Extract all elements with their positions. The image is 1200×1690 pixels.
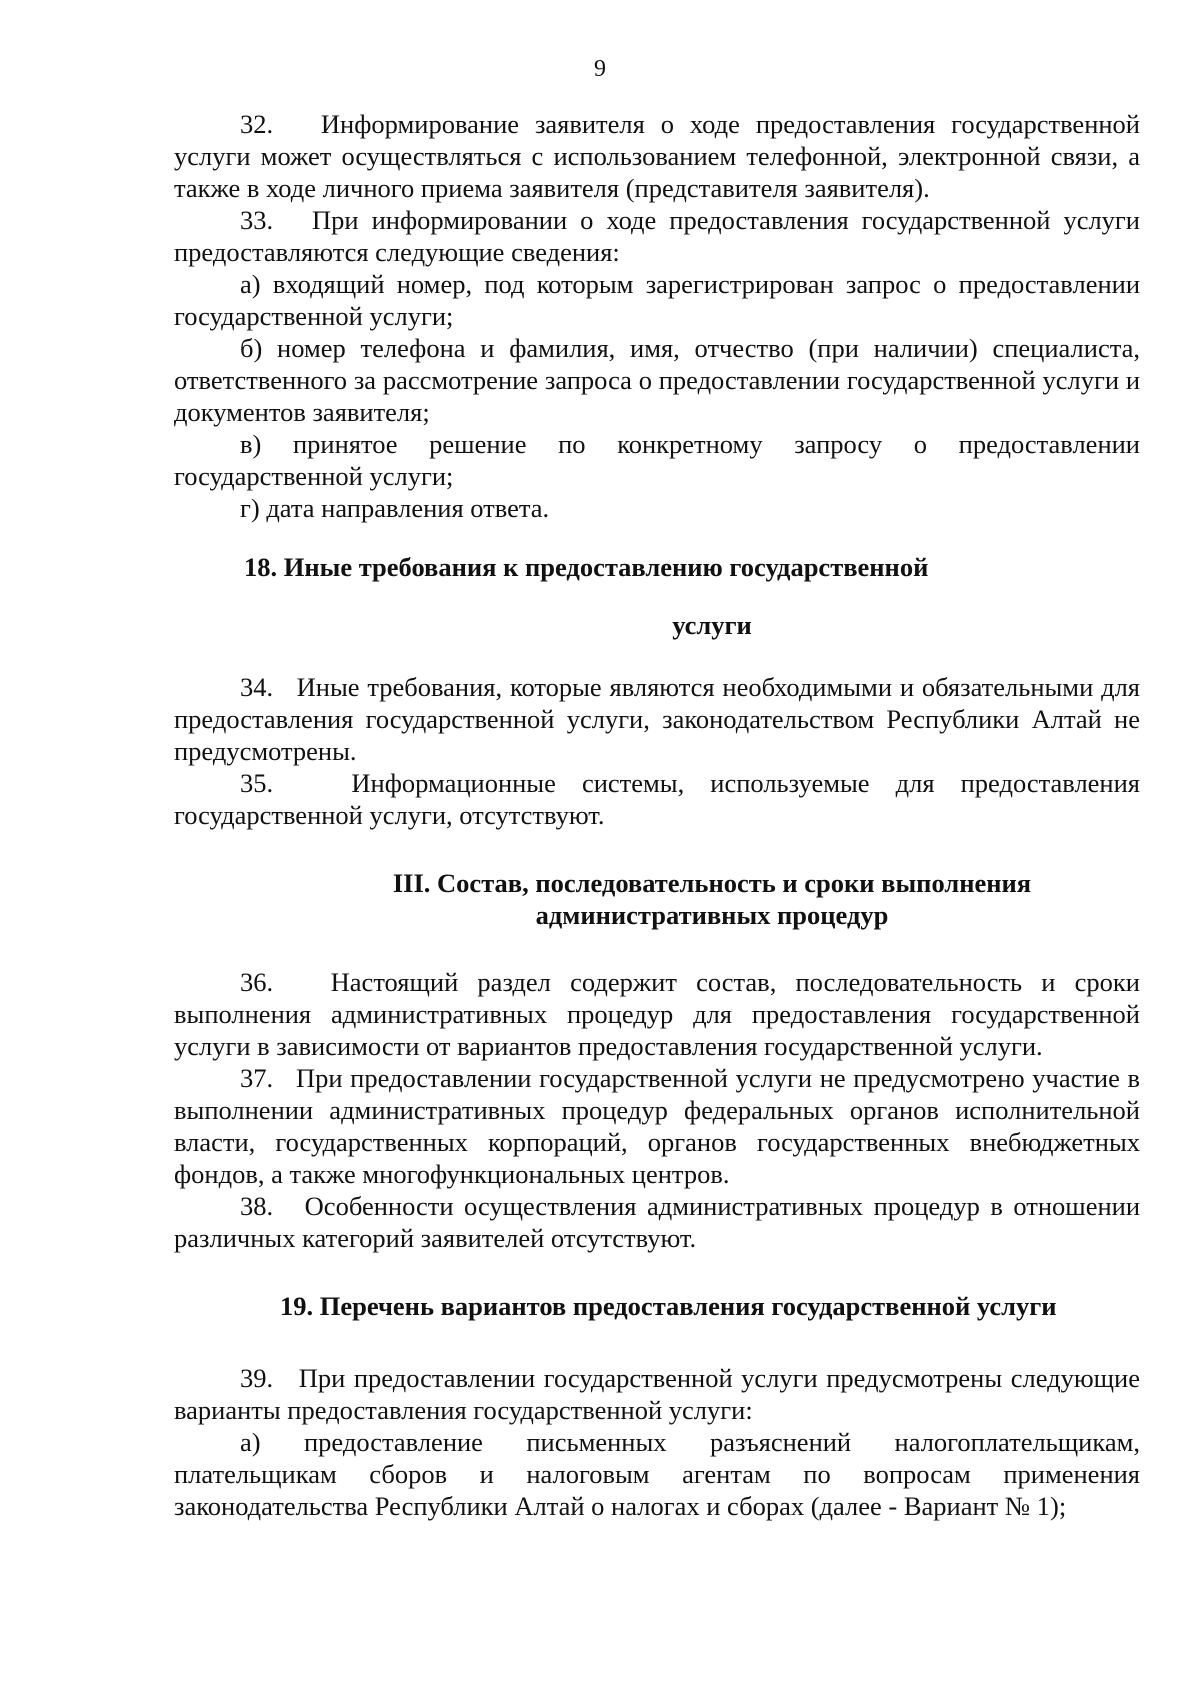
paragraph-33-item-d: г) дата направления ответа. xyxy=(240,493,550,523)
paragraph-33-item-b: б) номер телефона и фамилия, имя, отчество (при наличии) специалиста, ответственного за рассмотрение запроса о предоставлении государственной услуги и документов заявителя; xyxy=(174,333,1140,427)
paragraph-39: 39. При предоставлении государственной услуги предусмотрены следующие варианты предоставления государственной услуги: xyxy=(174,1363,1140,1425)
paragraph-34: 34. Иные требования, которые являются необходимыми и обязательными для предоставления государственной услуги, законодательством Республики Алтай не предусмотрены. xyxy=(174,672,1140,766)
section-18-heading: 18. Иные требования к предоставлению государственной xyxy=(244,552,929,582)
paragraph-39-item-a: а) предоставление письменных разъяснений налогоплательщикам, плательщикам сборов и налоговым агентам по вопросам применения законодательства Республики Алтай о налогах и сборах (далее - Вариант № 1); xyxy=(174,1427,1140,1521)
page-number: 9 xyxy=(594,56,606,82)
paragraph-35: 35. Информационные системы, используемые для предоставления государственной услуги, отсутствуют. xyxy=(174,768,1140,830)
section-19-heading: 19. Перечень вариантов предоставления государственной услуги xyxy=(280,1291,1057,1321)
paragraph-37: 37. При предоставлении государственной услуги не предусмотрено участие в выполнении административных процедур федеральных органов исполнительной власти, государственных корпораций, органов государственных внебюджетных фондов, а также многофункциональных центров. xyxy=(174,1063,1140,1189)
paragraph-33-item-c: в) принятое решение по конкретному запросу о предоставлении государственной услуги; xyxy=(174,429,1140,491)
document-body xyxy=(174,108,1140,1522)
paragraph-33: 33. При информировании о ходе предоставления государственной услуги предоставляются следующие сведения: xyxy=(174,205,1140,267)
paragraph-36: 36. Настоящий раздел содержит состав, последовательность и сроки выполнения административных процедур для предоставления государственной услуги в зависимости от вариантов предоставления государственной услуги. xyxy=(174,967,1140,1061)
section-18-heading-continuation: услуги xyxy=(672,610,752,640)
chapter-3-heading: III. Состав, последовательность и сроки выполнения административных процедур xyxy=(392,868,1032,930)
paragraph-33-item-a: а) входящий номер, под которым зарегистрирован запрос о предоставлении государственной услуги; xyxy=(174,269,1140,331)
paragraph-38: 38. Особенности осуществления административных процедур в отношении различных категорий заявителей отсутствуют. xyxy=(174,1191,1140,1253)
paragraph-32: 32. Информирование заявителя о ходе предоставления государственной услуги может осуществляться с использованием телефонной, электронной связи, а также в ходе личного приема заявителя (представителя заявителя). xyxy=(174,109,1140,203)
